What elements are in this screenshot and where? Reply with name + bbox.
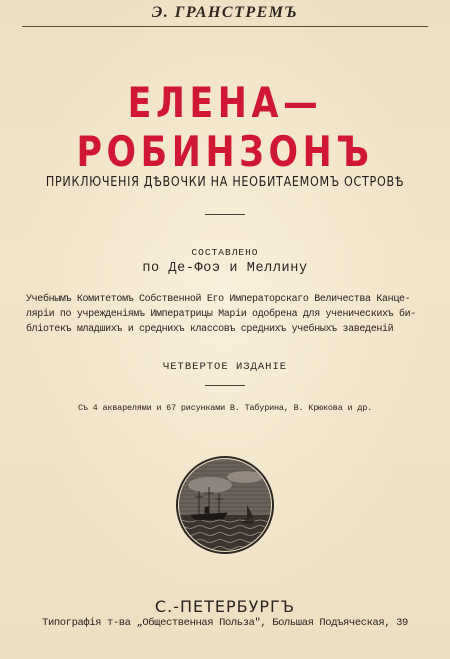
ship-vignette-icon [175, 455, 275, 555]
compiled-label: СОСТАВЛЕНО [191, 247, 259, 258]
author-name: Э. ГРАНСТРЕМЪ [151, 4, 299, 21]
approval-line: ляріи по учрежденіямъ Императрицы Маріи одобрена для ученическихъ би- [26, 309, 416, 320]
header-rule [22, 26, 428, 27]
source-credit: по Де-Фоэ и Меллину [142, 261, 308, 276]
printer-imprint: Типографія т-ва „Общественная Польза", Большая Подъяческая, 39 [42, 617, 408, 629]
approval-line: бліотекъ младшихъ и среднихъ классовъ среднихъ учебныхъ заведеній [26, 324, 394, 335]
divider-rule [205, 214, 245, 215]
divider-rule [205, 385, 245, 386]
edition-label: ЧЕТВЕРТОЕ ИЗДАНІЕ [162, 361, 288, 373]
book-title: ЕЛЕНА—РОБИНЗОНЪ [76, 78, 374, 176]
publication-city: С.-ПЕТЕРБУРГЪ [154, 597, 296, 616]
approval-notice [26, 292, 424, 337]
illustrations-credit: Съ 4 акварелями и 67 рисунками В. Табурина, В. Крюкова и др. [77, 403, 373, 413]
book-subtitle: ПРИКЛЮЧЕНІЯ ДѢВОЧКИ НА НЕОБИТАЕМОМЪ ОСТРОВѢ [45, 175, 405, 190]
approval-line: Учебнымъ Комитетомъ Собственной Его Императорскаго Величества Канце- [26, 294, 411, 305]
